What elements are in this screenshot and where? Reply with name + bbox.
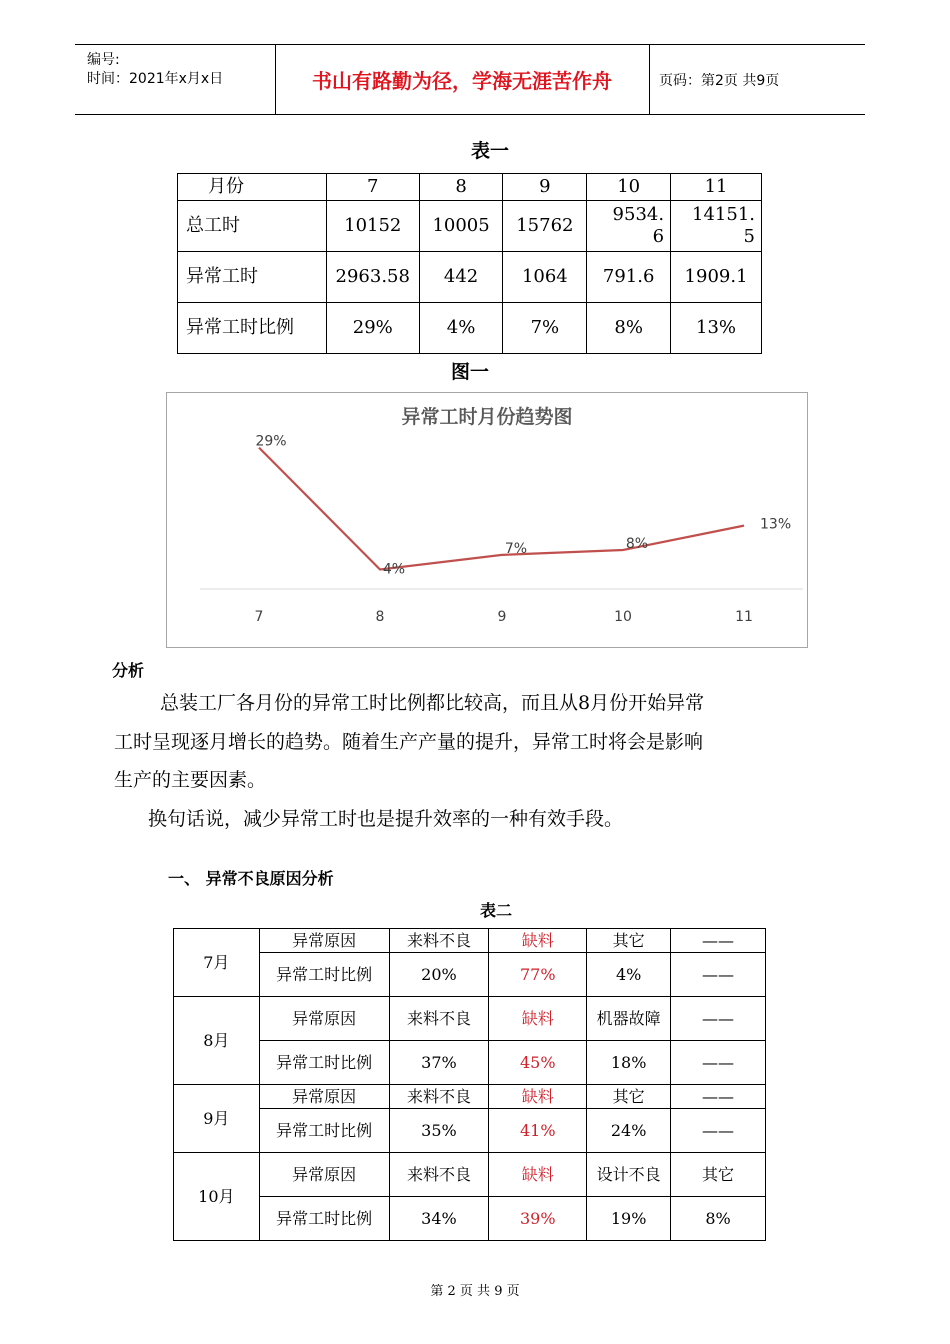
row-label: 总工时 bbox=[178, 201, 327, 252]
trend-chart-svg bbox=[167, 393, 807, 647]
work-hours-table bbox=[177, 173, 762, 354]
reason-cell: 缺料 bbox=[489, 1085, 587, 1109]
reason-cell: 其它 bbox=[587, 929, 671, 953]
row-label: 异常原因 bbox=[259, 997, 389, 1041]
month-cell: 9月 bbox=[174, 1085, 260, 1153]
row-label: 异常工时比例 bbox=[178, 303, 327, 354]
analysis-para1-line1: 总装工厂各月份的异常工时比例都比较高，而且从8月份开始异常 bbox=[160, 692, 705, 714]
table-header-cell: 10 bbox=[587, 174, 671, 201]
analysis-para1-line2: 工时呈现逐月增长的趋势。随着生产产量的提升，异常工时将会是影响 bbox=[114, 731, 704, 753]
reason-cell: 来料不良 bbox=[389, 997, 489, 1041]
table-row bbox=[178, 252, 762, 303]
table-row bbox=[174, 1109, 766, 1153]
x-tick-label: 9 bbox=[497, 609, 507, 625]
table-cell: 8% bbox=[587, 303, 671, 354]
page-footer: 第 2 页 共 9 页 bbox=[430, 1284, 520, 1299]
data-label: 7% bbox=[504, 540, 528, 557]
x-tick-label: 11 bbox=[735, 609, 753, 625]
table-cell: 14151.5 bbox=[671, 201, 762, 252]
month-cell: 10月 bbox=[174, 1153, 260, 1241]
table-row bbox=[174, 997, 766, 1041]
reason-cell: 缺料 bbox=[489, 1153, 587, 1197]
defect-cause-table bbox=[173, 928, 766, 1241]
ratio-cell: 19% bbox=[587, 1197, 671, 1241]
table1-caption: 表一 bbox=[470, 140, 509, 162]
x-tick-label: 10 bbox=[614, 609, 632, 625]
reason-cell: 缺料 bbox=[489, 929, 587, 953]
table-cell: 13% bbox=[671, 303, 762, 354]
header-divider bbox=[649, 45, 650, 114]
row-label: 异常工时比例 bbox=[259, 1041, 389, 1085]
table-cell: 1064 bbox=[503, 252, 587, 303]
table-cell: 7% bbox=[503, 303, 587, 354]
analysis-heading: 分析 bbox=[112, 661, 145, 680]
x-tick-label: 7 bbox=[254, 609, 264, 625]
time-label: 时间：2021年x月x日 bbox=[87, 71, 224, 87]
table-cell: 2963.58 bbox=[326, 252, 419, 303]
table-cell: 4% bbox=[419, 303, 503, 354]
header-motto: 书山有路勤为径，学海无涯苦作舟 bbox=[312, 69, 612, 93]
table-row bbox=[174, 1085, 766, 1109]
table-row bbox=[174, 929, 766, 953]
ratio-cell: 39% bbox=[489, 1197, 587, 1241]
analysis-para2: 换句话说，减少异常工时也是提升效率的一种有效手段。 bbox=[148, 808, 624, 830]
table-cell: 15762 bbox=[503, 201, 587, 252]
table-header-cell: 月份 bbox=[178, 174, 327, 201]
data-label: 29% bbox=[255, 433, 287, 450]
table-cell: 9534.6 bbox=[587, 201, 671, 252]
data-label: 13% bbox=[760, 516, 792, 533]
row-label: 异常工时比例 bbox=[259, 953, 389, 997]
figure1-caption: 图一 bbox=[450, 361, 489, 383]
ratio-cell: 35% bbox=[389, 1109, 489, 1153]
ratio-cell: 4% bbox=[587, 953, 671, 997]
table-row bbox=[174, 953, 766, 997]
reason-cell: 其它 bbox=[587, 1085, 671, 1109]
series-line bbox=[259, 448, 744, 570]
reason-cell: 来料不良 bbox=[389, 1153, 489, 1197]
table-header-cell: 7 bbox=[326, 174, 419, 201]
table-cell: 1909.1 bbox=[671, 252, 762, 303]
table-row bbox=[174, 1153, 766, 1197]
header-page-label: 页码：第2页 共9页 bbox=[659, 72, 780, 89]
ratio-cell: —— bbox=[671, 1041, 766, 1085]
trend-chart bbox=[166, 392, 808, 648]
ratio-cell: 8% bbox=[671, 1197, 766, 1241]
reason-cell: 其它 bbox=[671, 1153, 766, 1197]
row-label: 异常原因 bbox=[259, 1153, 389, 1197]
ratio-cell: 77% bbox=[489, 953, 587, 997]
table-row bbox=[174, 1197, 766, 1241]
month-cell: 7月 bbox=[174, 929, 260, 997]
analysis-para1-line3: 生产的主要因素。 bbox=[114, 769, 267, 791]
reason-cell: 来料不良 bbox=[389, 1085, 489, 1109]
row-label: 异常工时 bbox=[178, 252, 327, 303]
x-tick-label: 8 bbox=[375, 609, 385, 625]
row-label: 异常原因 bbox=[259, 1085, 389, 1109]
ratio-cell: 20% bbox=[389, 953, 489, 997]
reason-cell: 缺料 bbox=[489, 997, 587, 1041]
month-cell: 8月 bbox=[174, 997, 260, 1085]
page-header bbox=[75, 44, 865, 115]
table-header-cell: 11 bbox=[671, 174, 762, 201]
table-header-cell: 9 bbox=[503, 174, 587, 201]
table-row bbox=[178, 174, 762, 201]
ratio-cell: 24% bbox=[587, 1109, 671, 1153]
table-row bbox=[178, 201, 762, 252]
table-row bbox=[178, 303, 762, 354]
reason-cell: 来料不良 bbox=[389, 929, 489, 953]
reason-cell: —— bbox=[671, 929, 766, 953]
table-cell: 29% bbox=[326, 303, 419, 354]
reason-cell: 设计不良 bbox=[587, 1153, 671, 1197]
row-label: 异常原因 bbox=[259, 929, 389, 953]
ratio-cell: 18% bbox=[587, 1041, 671, 1085]
data-label: 4% bbox=[382, 561, 406, 578]
table2-caption: 表二 bbox=[479, 901, 512, 920]
reason-cell: —— bbox=[671, 1085, 766, 1109]
table-row bbox=[174, 1041, 766, 1085]
header-meta bbox=[87, 51, 223, 89]
ratio-cell: —— bbox=[671, 1109, 766, 1153]
row-label: 异常工时比例 bbox=[259, 1197, 389, 1241]
table-cell: 10152 bbox=[326, 201, 419, 252]
table-header-cell: 8 bbox=[419, 174, 503, 201]
table-cell: 791.6 bbox=[587, 252, 671, 303]
table-cell: 442 bbox=[419, 252, 503, 303]
ratio-cell: 34% bbox=[389, 1197, 489, 1241]
ratio-cell: 45% bbox=[489, 1041, 587, 1085]
ratio-cell: 37% bbox=[389, 1041, 489, 1085]
section-heading: 一、 异常不良原因分析 bbox=[168, 869, 334, 888]
ratio-cell: 41% bbox=[489, 1109, 587, 1153]
reason-cell: 机器故障 bbox=[587, 997, 671, 1041]
number-label: 编号: bbox=[87, 52, 120, 68]
row-label: 异常工时比例 bbox=[259, 1109, 389, 1153]
ratio-cell: —— bbox=[671, 953, 766, 997]
data-label: 8% bbox=[625, 536, 649, 552]
table-cell: 10005 bbox=[419, 201, 503, 252]
chart-title: 异常工时月份趋势图 bbox=[401, 406, 573, 428]
reason-cell: —— bbox=[671, 997, 766, 1041]
